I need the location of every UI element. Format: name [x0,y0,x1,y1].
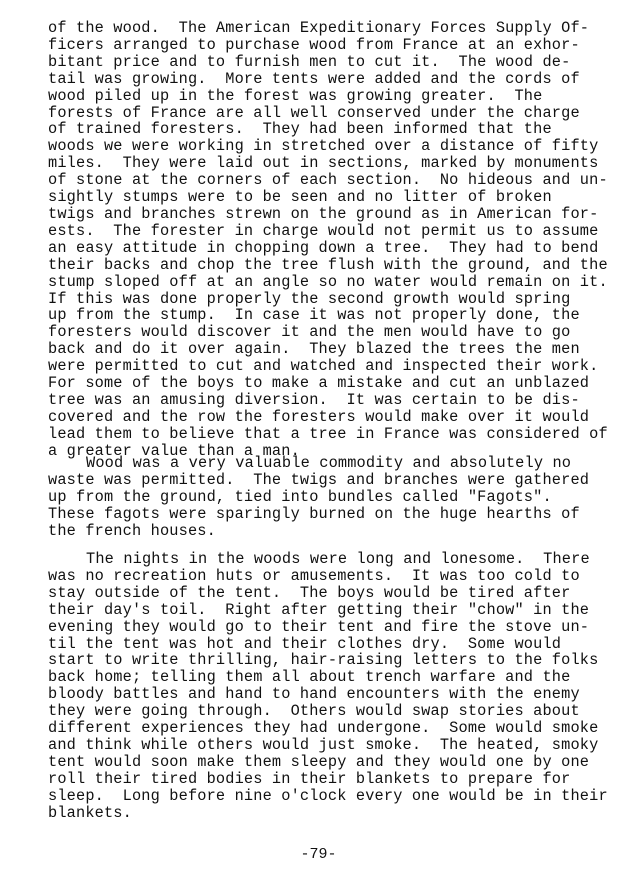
text-line: twigs and branches strewn on the ground as in American for- [48,204,599,224]
text-line: The nights in the woods were long and lonesome. There [86,549,590,569]
text-line: of the wood. The American Expeditionary Forces Supply Of- [48,18,590,38]
text-line: was no recreation huts or amusements. It was too cold to [48,566,580,586]
text-line: the french houses. [48,521,216,540]
paragraph-nights-in-woods [48,551,608,822]
text-line: up from the stump. In case it was not properly done, the [48,306,580,325]
text-line: they were going through. Others would swap stories about [48,701,580,721]
text-line: evening they would go to their tent and fire the stove un- [48,617,590,636]
text-line: different experiences they had undergone. Some would smoke [48,718,599,738]
paragraph-wood-supply [48,20,608,460]
text-line: ficers arranged to purchase wood from France at an exhor- [48,35,580,55]
text-line: of stone at the corners of each section. No hideous and un- [48,170,608,190]
paragraph-fagots [48,455,608,540]
text-line: start to write thrilling, hair-raising letters to the folks [48,651,599,670]
text-line: up from the ground, tied into bundles called "Fagots". [48,487,552,506]
text-line: covered and the row the foresters would make over it would [48,407,590,427]
text-line: If this was done properly the second growth would spring [48,289,571,308]
text-line: These fagots were sparingly burned on the huge hearths of [48,504,580,523]
text-line: were permitted to cut and watched and inspected their work. [48,356,599,376]
text-line: their backs and chop the tree flush with the ground, and the [48,255,608,274]
text-line: a greater value than a man. [48,441,300,460]
text-line: roll their tired bodies in their blankets to prepare for [48,769,571,788]
text-line: tree was an amusing diversion. It was certain to be dis- [48,390,580,410]
page-number: -79- [300,846,337,863]
text-line: stay outside of the tent. The boys would be tired after [48,583,571,602]
text-line: foresters would discover it and the men would have to go [48,323,571,342]
text-line: sightly stumps were to be seen and no litter of broken [48,187,552,207]
text-line: miles. They were laid out in sections, marked by monuments [48,154,599,173]
text-line: bitant price and to furnish men to cut it. The wood de- [48,52,571,71]
text-line: tent would soon make them sleepy and they would one by one [48,752,590,772]
text-line: their day's toil. Right after getting their "chow" in the [48,600,590,619]
text-line: blankets. [48,803,132,822]
text-line: sleep. Long before nine o'clock every one would be in their [48,786,608,805]
text-line: of trained foresters. They had been informed that the [48,120,552,139]
text-line: an easy attitude in chopping down a tree. They had to bend [48,238,599,257]
text-line: stump sloped off at an angle so no water would remain on it. [48,272,608,291]
text-line: and think while others would just smoke. The heated, smoky [48,735,599,755]
text-line: wood piled up in the forest was growing greater. The [48,86,543,105]
text-line: lead them to believe that a tree in France was considered of [48,424,608,443]
text-line: bloody battles and hand to hand encounters with the enemy [48,685,580,704]
text-line: forests of France are all well conserved under the charge [48,103,580,122]
text-line: waste was permitted. The twigs and branches were gathered [48,470,590,490]
text-line: back home; telling them all about trench warfare and the [48,668,571,687]
text-line: Wood was a very valuable commodity and absolutely no [86,453,572,473]
text-line: tail was growing. More tents were added and the cords of [48,69,580,88]
text-line: back and do it over again. They blazed the trees the men [48,340,580,359]
text-line: ests. The forester in charge would not permit us to assume [48,221,599,241]
text-line: til the tent was hot and their clothes dry. Some would [48,634,562,653]
text-line: woods we were working in stretched over a distance of fifty [48,137,599,156]
text-line: For some of the boys to make a mistake and cut an unblazed [48,373,590,393]
